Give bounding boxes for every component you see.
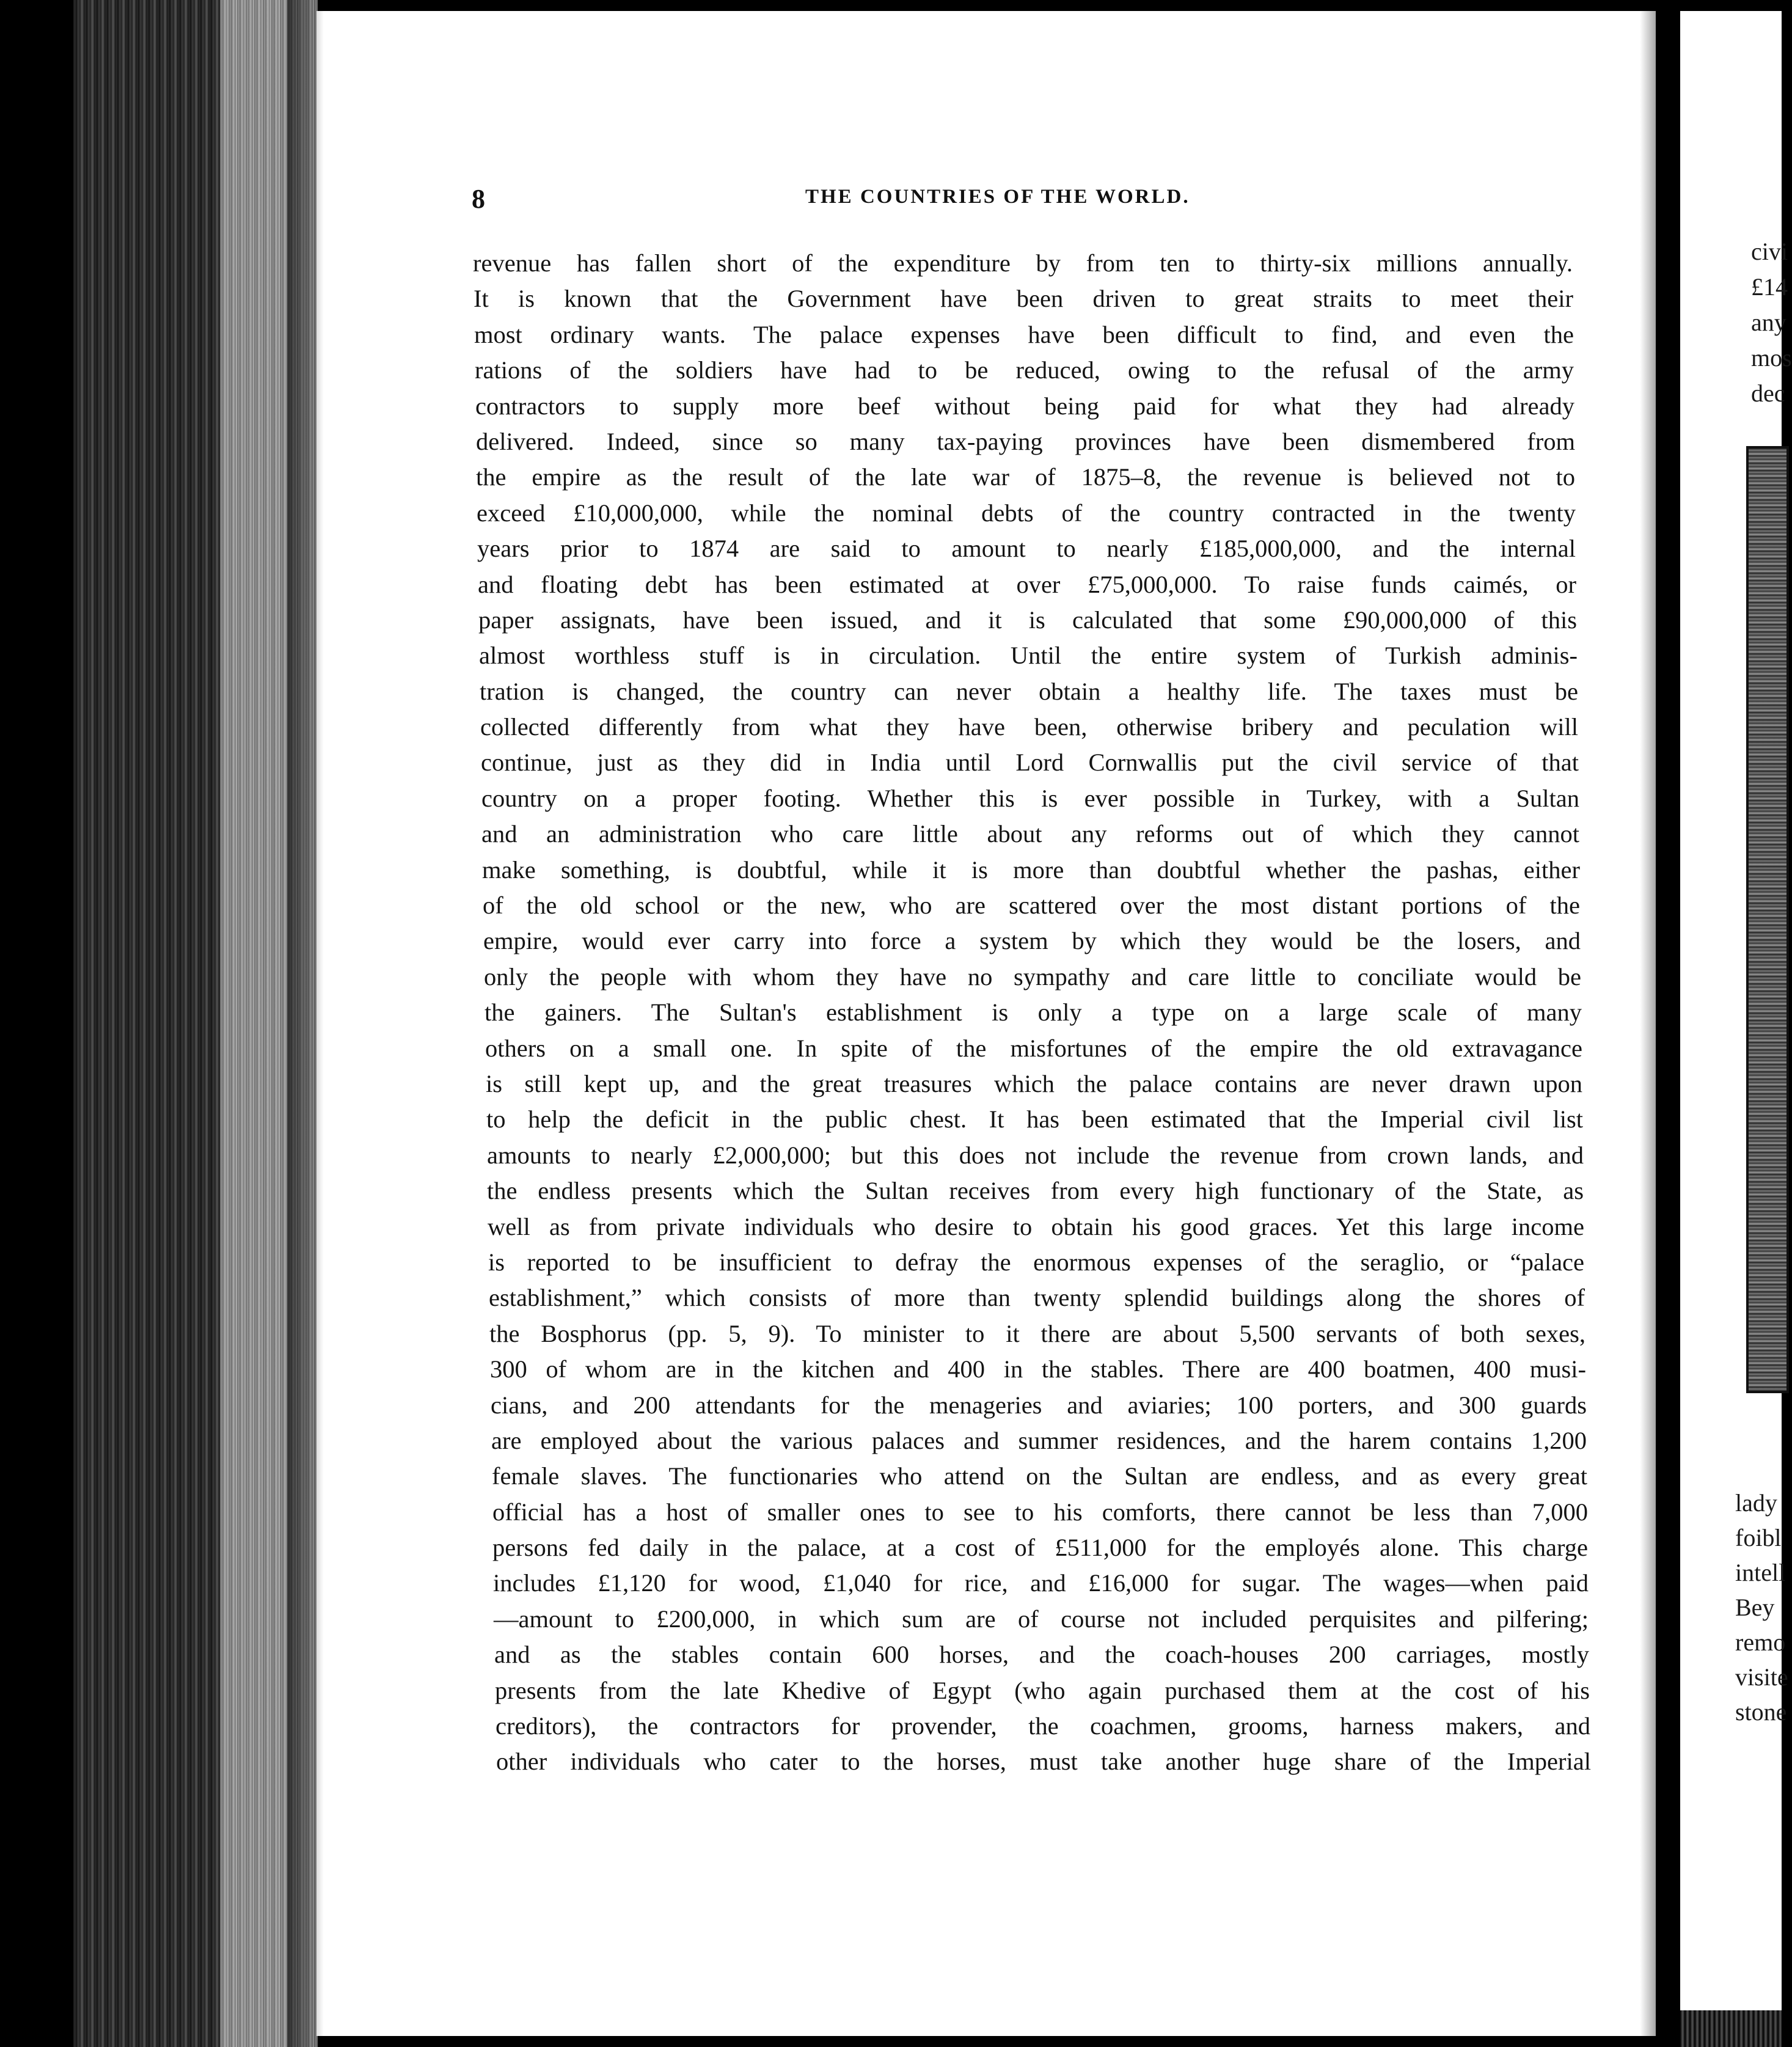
text-line: empire, would ever carry into force a system by which they would be the losers, and (483, 927, 1581, 955)
text-line: establishment,” which consists of more than twenty splendid buildings along the shores of (489, 1284, 1585, 1312)
page-number: 8 (472, 184, 485, 214)
text-line: almost worthless stuff is in circulation. Until the entire system of Turkish adminis- (479, 642, 1578, 670)
text-line: amounts to nearly £2,000,000; but this does not include the revenue from crown lands, and (487, 1141, 1584, 1169)
body-text (473, 246, 1591, 1780)
next-page-word-fragment: stone (1735, 1698, 1787, 1726)
text-line: well as from private individuals who desire to obtain his good graces. Yet this large income (488, 1212, 1584, 1240)
text-line: the endless presents which the Sultan receives from every high functionary of the State, as (487, 1177, 1584, 1205)
text-line: make something, is doubtful, while it is more than doubtful whether the pashas, either (482, 855, 1580, 884)
next-page-word-fragment: mos (1751, 344, 1792, 372)
text-line: official has a host of smaller ones to see to his comforts, there cannot be less than 7,000 (492, 1498, 1588, 1526)
text-line: —amount to £200,000, in which sum are of course not included perquisites and pilfering; (494, 1605, 1589, 1633)
next-page-word-fragment: any (1751, 309, 1787, 336)
next-page-fragment (1680, 11, 1792, 2036)
text-line: 300 of whom are in the kitchen and 400 in the stables. There are 400 boatmen, 400 musi- (490, 1355, 1586, 1383)
next-page-word-fragment: intell (1735, 1559, 1786, 1586)
text-line: female slaves. The functionaries who attend on the Sultan are endless, and as every great (492, 1462, 1587, 1490)
text-line: contractors to supply more beef without being paid for what they had already (475, 392, 1574, 420)
text-line: includes £1,120 for wood, £1,040 for rice, and £16,000 for sugar. The wages—when paid (493, 1569, 1589, 1597)
page-bottom-edge (1680, 2010, 1782, 2047)
next-page-word-fragment: remo (1735, 1628, 1786, 1656)
text-line: other individuals who cater to the horses, must take another huge share of the Imperial (496, 1748, 1591, 1776)
text-line: country on a proper footing. Whether this is ever possible in Turkey, with a Sultan (481, 784, 1579, 812)
engraving-image-edge (1746, 446, 1789, 1393)
text-line: creditors), the contractors for provender, the coachmen, grooms, harness makers, and (496, 1712, 1590, 1740)
gutter-shadow (287, 0, 324, 2047)
next-page-word-fragment: civi (1751, 238, 1788, 265)
text-line: exceed £10,000,000, while the nominal debts of the country contracted in the twenty (477, 499, 1576, 527)
text-line: paper assignats, have been issued, and it is calculated that some £90,000,000 of this (478, 606, 1577, 634)
book-page (316, 11, 1656, 2036)
page-fold-shadow (1640, 11, 1656, 2036)
text-line: the gainers. The Sultan's establishment is only a type on a large scale of many (485, 998, 1582, 1027)
text-line: only the people with whom they have no sympathy and care little to conciliate would be (484, 962, 1581, 991)
text-line: is reported to be insufficient to defray the enormous expenses of the seraglio, or “palace (488, 1248, 1584, 1276)
text-line: and an administration who care little about any reforms out of which they cannot (481, 820, 1579, 848)
text-line: cians, and 200 attendants for the menageries and aviaries; 100 porters, and 300 guards (491, 1391, 1587, 1419)
text-line: tration is changed, the country can never obtain a healthy life. The taxes must be (480, 677, 1578, 705)
text-line: the Bosphorus (pp. 5, 9). To minister to it there are about 5,500 servants of both sexes, (489, 1319, 1585, 1347)
text-line: presents from the late Khedive of Egypt (who again purchased them at the cost of his (495, 1676, 1590, 1704)
text-line: years prior to 1874 are said to amount to nearly £185,000,000, and the internal (477, 535, 1576, 563)
text-line: It is known that the Government have been driven to great straits to meet their (474, 285, 1573, 313)
next-page-word-fragment: lady (1735, 1489, 1777, 1517)
text-line: delivered. Indeed, since so many tax-paying provinces have been dismembered from (476, 427, 1575, 455)
text-line: to help the deficit in the public chest. It has been estimated that the Imperial civil list (486, 1105, 1583, 1133)
text-line: and as the stables contain 600 horses, and the coach-houses 200 carriages, mostly (494, 1641, 1589, 1669)
text-line: revenue has fallen short of the expenditure by from ten to thirty-six millions annually. (473, 249, 1573, 277)
next-page-word-fragment: foibl (1735, 1524, 1782, 1551)
text-line: are employed about the various palaces and summer residences, and the harem contains 1,200 (491, 1426, 1587, 1454)
text-line: persons fed daily in the palace, at a cost of £511,000 for the employés alone. This charge (492, 1534, 1588, 1562)
text-line: most ordinary wants. The palace expenses have been difficult to find, and even the (474, 320, 1574, 348)
running-head: THE COUNTRIES OF THE WORLD. (805, 186, 1190, 208)
next-page-word-fragment: dec (1751, 379, 1785, 407)
text-line: others on a small one. In spite of the misfortunes of the empire the old extravagance (485, 1034, 1582, 1062)
text-line: the empire as the result of the late war of 1875–8, the revenue is believed not to (476, 463, 1575, 491)
next-page-word-fragment: visite (1735, 1663, 1788, 1691)
text-line: collected differently from what they have been, otherwise bribery and peculation will (480, 713, 1578, 741)
page-divider (1656, 0, 1680, 2047)
text-line: rations of the soldiers have had to be reduced, owing to the refusal of the army (475, 356, 1574, 384)
next-page-word-fragment: Bey (1735, 1594, 1775, 1621)
text-line: and floating debt has been estimated at over £75,000,000. To raise funds caimés, or (478, 570, 1576, 598)
next-page-word-fragment: £14 (1751, 273, 1788, 301)
text-line: continue, just as they did in India until Lord Cornwallis put the civil service of that (481, 749, 1579, 777)
text-line: of the old school or the new, who are scattered over the most distant portions of the (483, 892, 1580, 920)
text-line: is still kept up, and the great treasures which the palace contains are never drawn upon (486, 1069, 1582, 1097)
